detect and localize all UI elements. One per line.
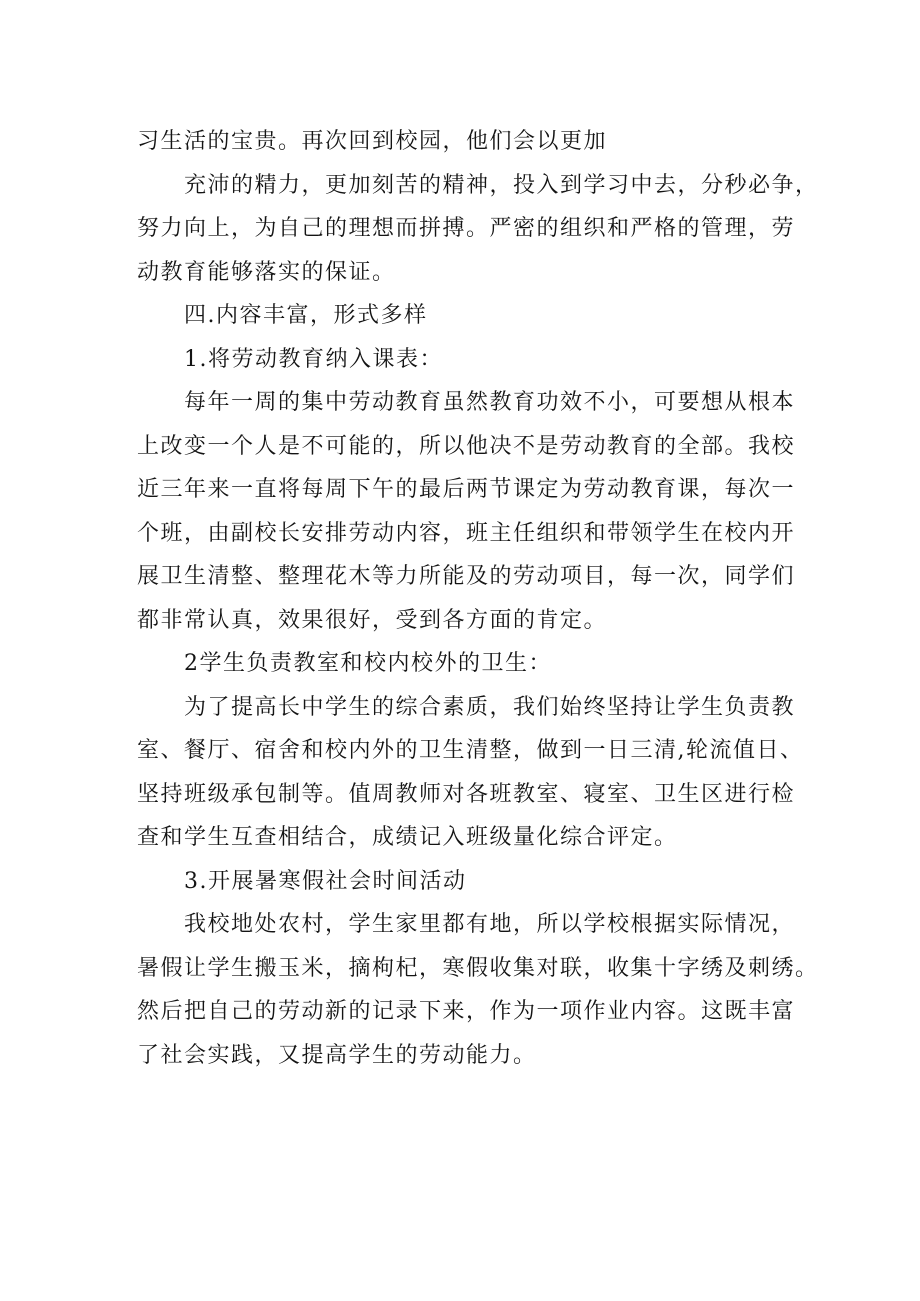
- text-line: 充沛的精力，更加刻苦的精神，投入到学习中去，分秒必争，: [184, 172, 819, 198]
- text-line: 每年一周的集中劳动教育虽然教育功效不小，可要想从根本: [184, 390, 796, 415]
- subsection-heading: 3.开展暑寒假社会时间活动: [184, 868, 467, 894]
- text-line: 动教育能够落实的保证。: [137, 259, 396, 285]
- text-line: 我校地处农村，学生家里都有地，所以学校根据实际情况，: [184, 912, 796, 937]
- text-line: 努力向上，为自己的理想而拼搏。严密的组织和严格的管理，劳: [137, 216, 796, 241]
- text-line: 习生活的宝贵。再次回到校园，他们会以更加: [137, 129, 608, 154]
- text-line: 上改变一个人是不可能的，所以他决不是劳动教育的全部。我校: [137, 433, 796, 459]
- subsection-heading: 1.将劳动教育纳入课表：: [184, 346, 443, 372]
- text-line: 个班，由副校长安排劳动内容，班主任组织和带领学生在校内开: [137, 520, 796, 546]
- text-line: 展卫生清整、整理花木等力所能及的劳动项目，每一次，同学们: [137, 564, 796, 589]
- text-line: 了社会实践，又提高学生的劳动能力。: [137, 1042, 537, 1068]
- document-body: [137, 120, 819, 1077]
- text-line: 近三年来一直将每周下午的最后两节课定为劳动教育课，每次一: [137, 477, 796, 502]
- section-heading: 四.内容丰富，形式多样: [184, 303, 428, 328]
- text-line: 查和学生互查相结合，成绩记入班级量化综合评定。: [137, 825, 678, 850]
- text-line: 坚持班级承包制等。值周教师对各班教室、寝室、卫生区进行检: [137, 781, 796, 807]
- subsection-heading: 2学生负责教室和校内校外的卫生：: [184, 651, 552, 676]
- text-line: 室、餐厅、宿舍和校内外的卫生清整，做到一日三清,轮流值日、: [137, 738, 804, 763]
- text-line: 然后把自己的劳动新的记录下来，作为一项作业内容。这既丰富: [137, 999, 796, 1024]
- text-line: 为了提高长中学生的综合素质，我们始终坚持让学生负责教: [184, 694, 796, 720]
- text-line: 暑假让学生搬玉米，摘枸杞，寒假收集对联，收集十字绣及刺绣。: [137, 955, 819, 981]
- text-line: 都非常认真，效果很好，受到各方面的肯定。: [137, 607, 608, 633]
